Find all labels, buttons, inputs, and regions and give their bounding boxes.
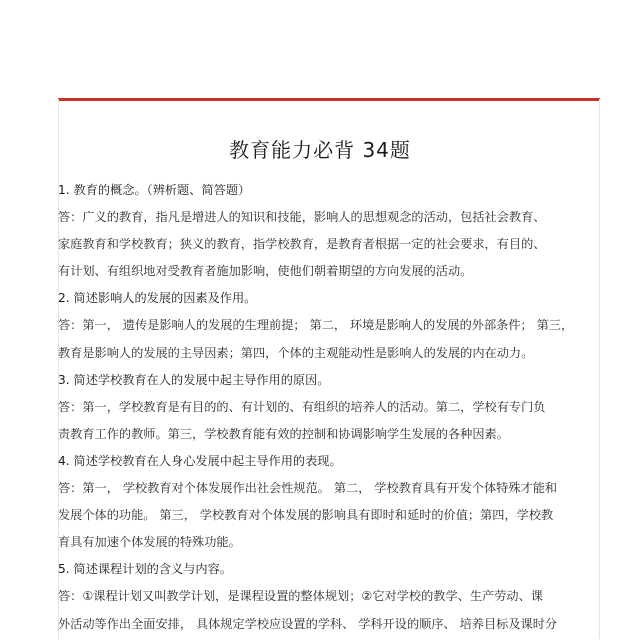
body-line: 教育是影响人的发展的主导因素；第四，个体的主观能动性是影响人的发展的内在动力。 [58, 345, 534, 360]
body-line: 外活动等作出全面安排， 具体规定学校应设置的学科、 学科开设的顺序、 培养目标及课时分 [58, 616, 558, 631]
body-line: 2. 简述影响人的发展的因素及作用。 [58, 291, 257, 306]
body-line: 答：第一，学校教育是有目的的、有计划的、有组织的培养人的活动。第二，学校有专门负 [58, 399, 546, 414]
body-line: 4. 简述学校教育在人身心发展中起主导作用的表现。 [58, 453, 342, 468]
body-line: 答：①课程计划又叫教学计划，是课程设置的整体规划；②它对学校的教学、生产劳动、课 [58, 589, 543, 604]
body-line: 答：第一， 遗传是影响人的发展的生理前提； 第二， 环境是影响人的发展的外部条件； 第三， [58, 318, 574, 333]
body-line: 家庭教育和学校教育；狭义的教育，指学校教育，是教育者根据一定的社会要求，有目的、 [58, 237, 546, 252]
body-line: 有计划、有组织地对受教育者施加影响，使他们朝着期望的方向发展的活动。 [58, 264, 473, 279]
body-line: 答：广义的教育，指凡是增进人的知识和技能，影响人的思想观念的活动，包括社会教育、 [58, 210, 546, 225]
body-line: 3. 简述学校教育在人的发展中起主导作用的原因。 [58, 372, 330, 387]
document-title: 教育能力必背 34题 [229, 138, 411, 162]
body-line: 发展个体的功能。 第三， 学校教育对个体发展的影响具有即时和延时的价值；第四，学校教 [58, 508, 554, 523]
body-line: 育具有加速个体发展的特殊功能。 [58, 535, 241, 550]
document-body [58, 180, 603, 641]
body-line: 1. 教育的概念。（辨析题、简答题） [58, 183, 251, 197]
body-line: 责教育工作的教师。第三，学校教育能有效的控制和协调影响学生发展的各种因素。 [58, 426, 509, 441]
body-line: 答：第一， 学校教育对个体发展作出社会性规范。 第二， 学校教育具有开发个体特殊才能和 [58, 481, 558, 496]
body-line: 5. 简述课程计划的含义与内容。 [58, 562, 232, 577]
